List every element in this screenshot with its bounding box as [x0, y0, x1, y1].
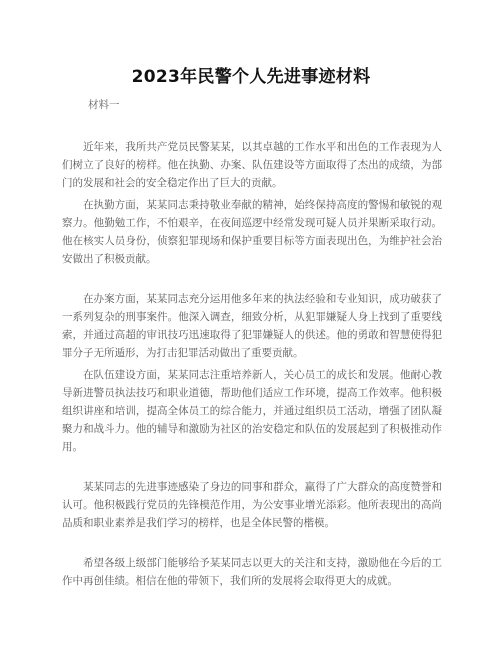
- section-label: 材料一: [88, 99, 120, 111]
- paragraph-cases: 在办案方面，某某同志充分运用他多年来的执法经验和专业知识，成功破获了一系列复杂的刑事案件。他深入调查，细致分析，从犯罪嫌疑人身上找到了重要线索，并通过高超的审讯技巧迅速取得了犯罪嫌疑人的供述。他的勇敢和智慧使得犯罪分子无所遁形，为打击犯罪活动做出了重要贡献。: [62, 292, 442, 359]
- paragraph-closing: 希望各级上级部门能够给予某某同志以更大的关注和支持，激励他在今后的工作中再创佳绩。相信在他的带领下，我们所的发展将会取得更大的成就。: [62, 556, 442, 587]
- document-title: 2023年民警个人先进事迹材料: [131, 67, 371, 87]
- paragraph-duty: 在执勤方面，某某同志秉持敬业奉献的精神，始终保持高度的警惕和敏锐的观察力。他勤勉工作，不怕艰辛，在夜间巡逻中经常发现可疑人员并果断采取行动。他在核实人员身份，侦察犯罪现场和保护重要目标等方面表现出色，为维护社会治安做出了积极贡献。: [62, 198, 442, 265]
- paragraph-recognition: 某某同志的先进事迹感染了身边的同事和群众，赢得了广大群众的高度赞誉和认可。他积极践行党员的先锋模范作用，为公安事业增光添彩。他所表现出的高尚品质和职业素养是我们学习的榜样，也是全体民警的楷模。: [62, 480, 442, 529]
- paragraph-team-building: 在队伍建设方面，某某同志注重培养新人，关心员工的成长和发展。他耐心教导新进警员执法技巧和职业道德，帮助他们适应工作环境，提高工作效率。他积极组织讲座和培训，提高全体员工的综合能力，并通过组织员工活动，增强了团队凝聚力和战斗力。他的辅导和激励为社区的治安稳定和队伍的发展起到了积极推动作用。: [62, 368, 442, 453]
- paragraph-intro: 近年来，我所共产党员民警某某，以其卓越的工作水平和出色的工作表现为人们树立了良好的榜样。他在执勤、办案、队伍建设等方面取得了杰出的成绩，为部门的发展和社会的安全稳定作出了巨大的贡献。: [62, 140, 442, 189]
